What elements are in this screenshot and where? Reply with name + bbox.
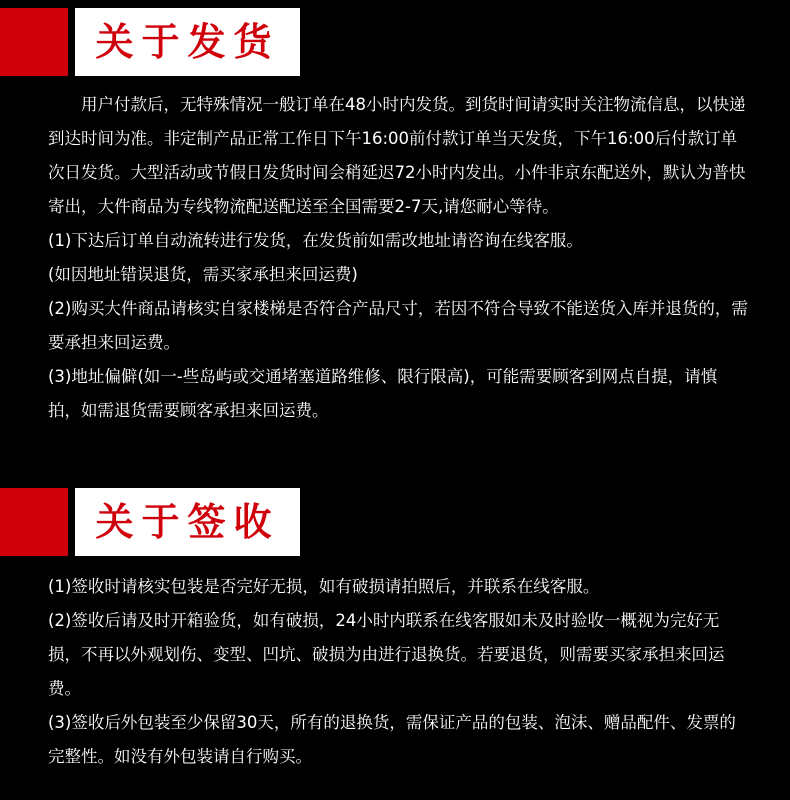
shipping-rule-3: (3)地址偏僻(如一-些岛屿或交通堵塞道路维修、限行限高)，可能需要顾客到网点自提，请慎拍，如需退货需要顾客承担来回运费。 [48, 367, 718, 420]
receipt-rule-1: (1)签收时请核实包装是否完好无损，如有破损请拍照后，并联系在线客服。 [48, 577, 600, 596]
shipping-rule-1-note: (如因地址错误退货，需买家承担来回运费) [48, 265, 358, 284]
header-red-accent [0, 488, 68, 556]
shipping-intro-paragraph: 用户付款后，无特殊情况一般订单在48小时内发货。到货时间请实时关注物流信息，以快递到达时间为准。非定制产品正常工作日下午16:00前付款订单当天发货，下午16:00后付款订单次日发货。大型活动或节假日发货时间会稍延迟72小时内发出。小件非京东配送外，默认为普快寄出，大件商品为专线物流配送配送至全国需要2-7天,请您耐心等待。 [48, 95, 746, 216]
header-title-box [75, 488, 300, 556]
receipt-title: 关于签收 [95, 500, 280, 544]
receipt-content [48, 570, 748, 774]
shipping-rule-1: (1)下达后订单自动流转进行发货，在发货前如需改地址请咨询在线客服。 [48, 231, 583, 250]
receipt-rule-3: (3)签收后外包装至少保留30天，所有的退换货，需保证产品的包装、泡沫、赠品配件、发票的完整性。如没有外包装请自行购买。 [48, 713, 736, 766]
header-title-box [75, 8, 300, 76]
shipping-content [48, 88, 748, 428]
receipt-rule-2: (2)签收后请及时开箱验货，如有破损，24小时内联系在线客服如未及时验收一概视为完好无损，不再以外观划伤、变型、凹坑、破损为由进行退换货。若要退货，则需要买家承担来回运费。 [48, 611, 725, 698]
header-red-accent [0, 8, 68, 76]
shipping-section-header [0, 8, 300, 76]
shipping-rule-2: (2)购买大件商品请核实自家楼梯是否符合产品尺寸，若因不符合导致不能送货入库并退货的，需要承担来回运费。 [48, 299, 748, 352]
receipt-section-header [0, 488, 300, 556]
shipping-title: 关于发货 [95, 20, 280, 64]
